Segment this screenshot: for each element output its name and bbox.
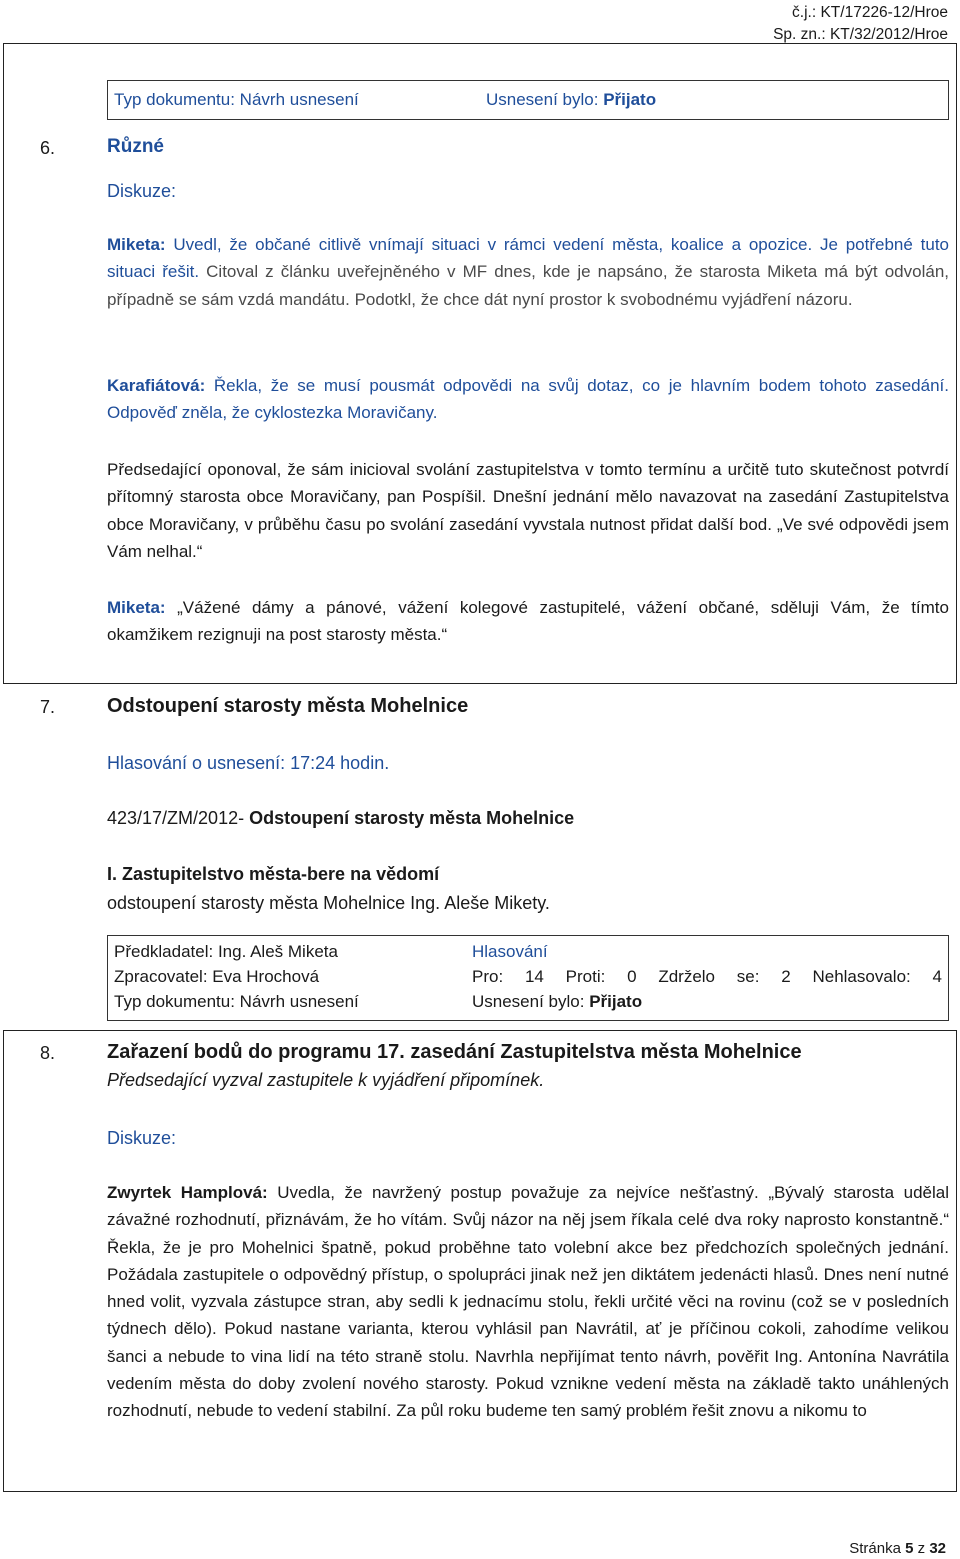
hlasovani-label: Hlasování xyxy=(472,942,548,961)
resolution-title: 423/17/ZM/2012- Odstoupení starosty města Mohelnice xyxy=(107,808,575,828)
resolution-head: I. Zastupitelstvo města-bere na vědomí xyxy=(107,864,440,884)
vote-proti-label: Proti: xyxy=(565,967,606,986)
section-8-paragraph-hamplova: Zwyrtek Hamplová: Uvedla, že navržený postup považuje za nejvíce nešťastný. „Bývalý starosta udělal závažné rozhodnutí, přiznávám, že ho vítám. Svůj názor na něj jsem říkala celé dva roky naprosto konstantně.“ Řekla, že je pro Mohelnici špatně, pokud proběhne tato volební akce bez předchozích společných jednání. Požádala zastupitele o odpovědný přístup, o spolupráci jinak než jen diktátem jedenácti hlasů. Dnes není nutné hned volit, vyzvala zástupce stran, aby sedli k jednacímu stolu, řekli určité věci na rovinu (což se v posledních týdnech dělo). Pokud nastane varianta, kterou vyhlásil pan Navrátil, ať je příčinou cokoli, zahodíme velikou šanci a nebude to vina lidí na této straně stolu. Navrhla nepřijímat tento návrh, pověřit Ing. Antonína Navrátila vedením města do doby zvolení nového starosty. Pokud vznikne vedení města na základě takto unáhlených rozhodnutí, nebude to vedení stabilní. Za půl roku budeme ten samý problém řešit znovu a nikomu to xyxy=(107,1183,949,1421)
section-7-document-box xyxy=(107,935,949,1021)
page-number: Stránka 5 z 32 xyxy=(849,1540,946,1557)
top-typ-dokumentu: Typ dokumentu: Návrh usnesení xyxy=(114,90,359,109)
zpracovatel: Zpracovatel: Eva Hrochová xyxy=(114,967,320,986)
vote-results xyxy=(472,967,942,987)
top-document-box xyxy=(107,80,949,120)
vote-nehlasovalo-count: 4 xyxy=(932,967,942,986)
section-6-number: 6. xyxy=(40,138,56,158)
section-6-paragraph-miketa-rezignace: Miketa: „Vážené dámy a pánové, vážení kolegové zastupitelé, vážení občané, sděluji Vám, že tímto okamžikem rezignuji na post starosty města.“ xyxy=(107,598,949,645)
vote-pro-label: Pro: xyxy=(472,967,504,986)
section-7-title: Odstoupení starosty města Mohelnice xyxy=(107,695,469,717)
section-8-subtitle: Předsedající vyzval zastupitele k vyjádření připomínek. xyxy=(107,1070,545,1090)
section-6-paragraph-miketa: Miketa: Uvedl, že občané citlivě vnímají situaci v rámci vedení města, koalice a opozice. Je potřebné tuto situaci řešit. Citoval z článku uveřejněného v MF dnes, kde je napsáno, že starosta Miketa má být odvolán, případně se sám vzdá mandátu. Podotkl, že chce dát nyní prostor k svobodnému vyjádření názoru. xyxy=(107,235,949,309)
vote-se-label: se: xyxy=(736,967,760,986)
section-6-paragraph-karafiatova: Karafiátová: Řekla, že se musí pousmát odpovědi na svůj dotaz, co je hlavním bodem tohoto zasedání. Odpověď zněla, že cyklostezka Moravičany. xyxy=(107,376,949,423)
vote-nehlasovalo-label: Nehlasovalo: xyxy=(812,967,911,986)
section-8-diskuze: Diskuze: xyxy=(107,1128,177,1148)
reference-cj: č.j.: KT/17226-12/Hroe xyxy=(792,4,948,21)
vote-proti-count: 0 xyxy=(627,967,637,986)
typ-dokumentu: Typ dokumentu: Návrh usnesení xyxy=(114,992,359,1011)
predkladatel: Předkladatel: Ing. Aleš Miketa xyxy=(114,942,338,961)
section-8-number: 8. xyxy=(40,1043,56,1063)
vote-zdrzelo-count: 2 xyxy=(781,967,791,986)
section-7-number: 7. xyxy=(40,697,56,717)
section-7-hlasovani-time: Hlasování o usnesení: 17:24 hodin. xyxy=(107,753,390,773)
resolution-body: odstoupení starosty města Mohelnice Ing. Aleše Mikety. xyxy=(107,893,550,913)
section-6-diskuze: Diskuze: xyxy=(107,181,177,201)
top-usneseni-status: Usnesení bylo: Přijato xyxy=(486,90,657,109)
section-6-title: Různé xyxy=(107,136,164,157)
section-6-paragraph-predsedajici: Předsedající oponoval, že sám inicioval svolání zastupitelstva v tomto termínu a určitě tuto skutečnost potvrdí přítomný starosta obce Moravičany, pan Pospíšil. Dnešní jednání mělo navazovat na zasedání Zastupitelstva obce Moravičany, v průběhu času po svolání zasedání vyvstala nutnost přidat další bod. „Ve své odpovědi jsem Vám nelhal.“ xyxy=(107,460,949,561)
section-8-title: Zařazení bodů do programu 17. zasedání Zastupitelstva města Mohelnice xyxy=(107,1041,802,1063)
vote-pro-count: 14 xyxy=(524,967,544,986)
reference-sp: Sp. zn.: KT/32/2012/Hroe xyxy=(773,26,948,43)
vote-zdrzelo-label: Zdrželo xyxy=(658,967,716,986)
usneseni-status: Usnesení bylo: Přijato xyxy=(472,992,643,1011)
